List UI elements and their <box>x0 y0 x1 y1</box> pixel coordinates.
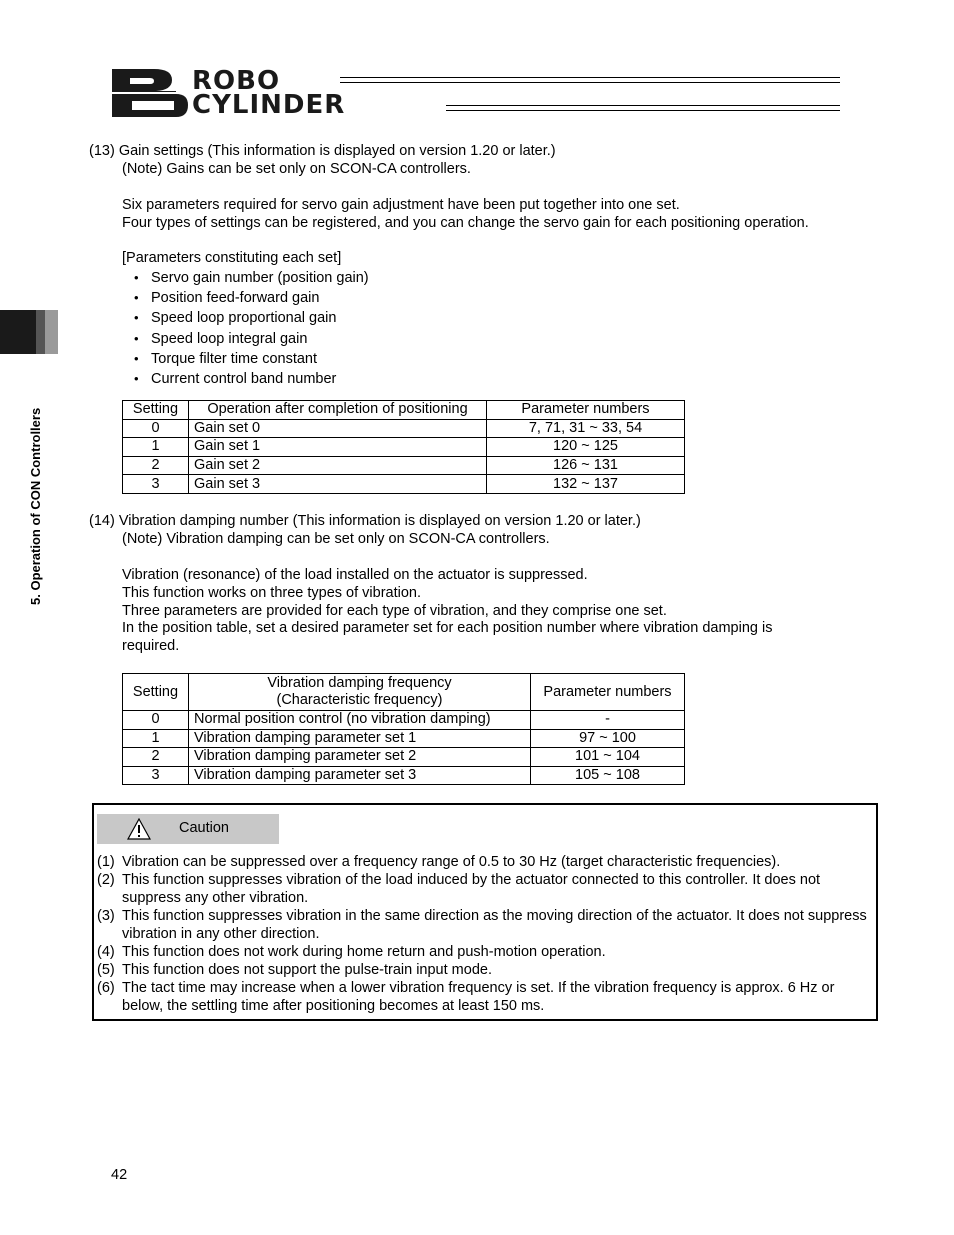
table-cell: Gain set 1 <box>189 438 487 457</box>
table-cell: 2 <box>123 748 189 767</box>
table-header-line: Vibration damping frequency <box>267 675 452 691</box>
caution-item <box>97 907 872 943</box>
rc-logo-icon <box>110 68 190 118</box>
caution-item-text: This function does not work during home return and push-motion operation. <box>122 944 606 960</box>
section-14-paragraph: Vibration (resonance) of the load installed on the actuator is suppressed. <box>122 567 588 583</box>
chapter-side-label: 5. Operation of CON Controllers <box>28 407 43 605</box>
table-cell: 101 ~ 104 <box>531 748 685 767</box>
section-14-heading: (14) Vibration damping number (This information is displayed on version 1.20 or later.) <box>89 513 641 529</box>
table-cell: Vibration damping parameter set 1 <box>189 729 531 748</box>
vibration-damping-table <box>122 673 685 785</box>
caution-item-text: This function suppresses vibration of the load induced by the actuator connected to this controller. It does not suppress any other vibration. <box>122 872 821 906</box>
table-header-cell: Parameter numbers <box>531 674 685 711</box>
table-header-cell: Setting <box>123 674 189 711</box>
section-13-note: (Note) Gains can be set only on SCON-CA controllers. <box>122 161 471 177</box>
table-row <box>123 419 685 438</box>
table-cell: 0 <box>123 711 189 730</box>
table-header-cell: Setting <box>123 401 189 420</box>
table-cell: 120 ~ 125 <box>487 438 685 457</box>
table-header-cell: Parameter numbers <box>487 401 685 420</box>
caution-item <box>97 979 872 1015</box>
caution-item-text: This function does not support the pulse-train input mode. <box>122 962 492 978</box>
gain-settings-table <box>122 400 685 494</box>
caution-item-text: The tact time may increase when a lower vibration frequency is set. If the vibration frequency is approx. 6 Hz or below, the settling time after positioning becomes at least 150 ms. <box>122 980 835 1014</box>
logo-cylinder-text: CYLINDER <box>192 90 346 120</box>
header-rule <box>340 77 840 78</box>
list-item: • Position feed-forward gain <box>134 288 369 308</box>
section-13-paragraph: Four types of settings can be registered, and you can change the servo gain for each positioning operation. <box>122 215 809 231</box>
caution-title: Caution <box>179 820 229 836</box>
list-item: • Speed loop proportional gain <box>134 308 369 328</box>
table-cell: Gain set 2 <box>189 456 487 475</box>
table-cell: Normal position control (no vibration damping) <box>189 711 531 730</box>
table-row <box>123 711 685 730</box>
table-cell: - <box>531 711 685 730</box>
caution-list <box>97 853 872 1015</box>
parameters-list-title: [Parameters constituting each set] <box>122 250 342 266</box>
table-cell: 97 ~ 100 <box>531 729 685 748</box>
caution-item-number: (4) <box>97 944 115 960</box>
table-cell: 2 <box>123 456 189 475</box>
caution-item-text: Vibration can be suppressed over a frequency range of 0.5 to 30 Hz (target characteristic frequencies). <box>122 854 781 870</box>
caution-item-number: (5) <box>97 962 115 978</box>
table-cell: 1 <box>123 729 189 748</box>
caution-item <box>97 853 872 871</box>
table-header-row <box>123 674 685 711</box>
list-item: • Current control band number <box>134 369 369 389</box>
logo-robo-text: ROBO <box>192 66 281 96</box>
table-cell: Gain set 0 <box>189 419 487 438</box>
table-row <box>123 438 685 457</box>
caution-item-number: (2) <box>97 872 115 888</box>
caution-item <box>97 961 872 979</box>
page-number: 42 <box>111 1167 128 1183</box>
table-header-line: (Characteristic frequency) <box>276 692 443 708</box>
header-rule <box>340 82 840 83</box>
table-cell: 105 ~ 108 <box>531 766 685 785</box>
caution-item <box>97 871 872 907</box>
table-cell: 1 <box>123 438 189 457</box>
list-item: • Servo gain number (position gain) <box>134 268 369 288</box>
header-rule <box>446 105 840 106</box>
table-header-cell <box>189 674 531 711</box>
section-13-paragraph: Six parameters required for servo gain adjustment have been put together into one set. <box>122 197 680 213</box>
caution-item-text: This function suppresses vibration in the same direction as the moving direction of the actuator. It does not suppress vibration in any other direction. <box>122 908 867 942</box>
section-14-paragraph: required. <box>122 638 180 654</box>
caution-item-number: (6) <box>97 980 115 996</box>
table-row <box>123 475 685 494</box>
caution-item-number: (1) <box>97 854 115 870</box>
gain-parameters-list <box>134 268 369 389</box>
warning-triangle-icon <box>127 818 151 840</box>
caution-item-number: (3) <box>97 908 115 924</box>
table-cell: 3 <box>123 475 189 494</box>
table-cell: Gain set 3 <box>189 475 487 494</box>
chapter-tab-marker <box>0 310 36 354</box>
section-13-heading: (13) Gain settings (This information is displayed on version 1.20 or later.) <box>89 143 556 159</box>
table-cell: Vibration damping parameter set 2 <box>189 748 531 767</box>
header-rule <box>446 110 840 111</box>
list-item: • Torque filter time constant <box>134 349 369 369</box>
table-header-row <box>123 401 685 420</box>
chapter-tab-marker <box>45 310 58 354</box>
table-row <box>123 729 685 748</box>
table-cell: 0 <box>123 419 189 438</box>
table-cell: 126 ~ 131 <box>487 456 685 475</box>
chapter-tab-marker <box>36 310 45 354</box>
list-item: • Speed loop integral gain <box>134 329 369 349</box>
table-row <box>123 456 685 475</box>
caution-header <box>97 814 279 844</box>
table-row <box>123 766 685 785</box>
caution-item <box>97 943 872 961</box>
section-14-note: (Note) Vibration damping can be set only on SCON-CA controllers. <box>122 531 550 547</box>
table-cell: 3 <box>123 766 189 785</box>
section-14-paragraph: Three parameters are provided for each type of vibration, and they comprise one set. <box>122 603 667 619</box>
table-cell: 7, 71, 31 ~ 33, 54 <box>487 419 685 438</box>
section-14-paragraph: In the position table, set a desired parameter set for each position number where vibration damping is <box>122 620 773 636</box>
section-14-paragraph: This function works on three types of vibration. <box>122 585 422 601</box>
table-header-cell: Operation after completion of positioning <box>189 401 487 420</box>
table-cell: 132 ~ 137 <box>487 475 685 494</box>
table-cell: Vibration damping parameter set 3 <box>189 766 531 785</box>
table-row <box>123 748 685 767</box>
